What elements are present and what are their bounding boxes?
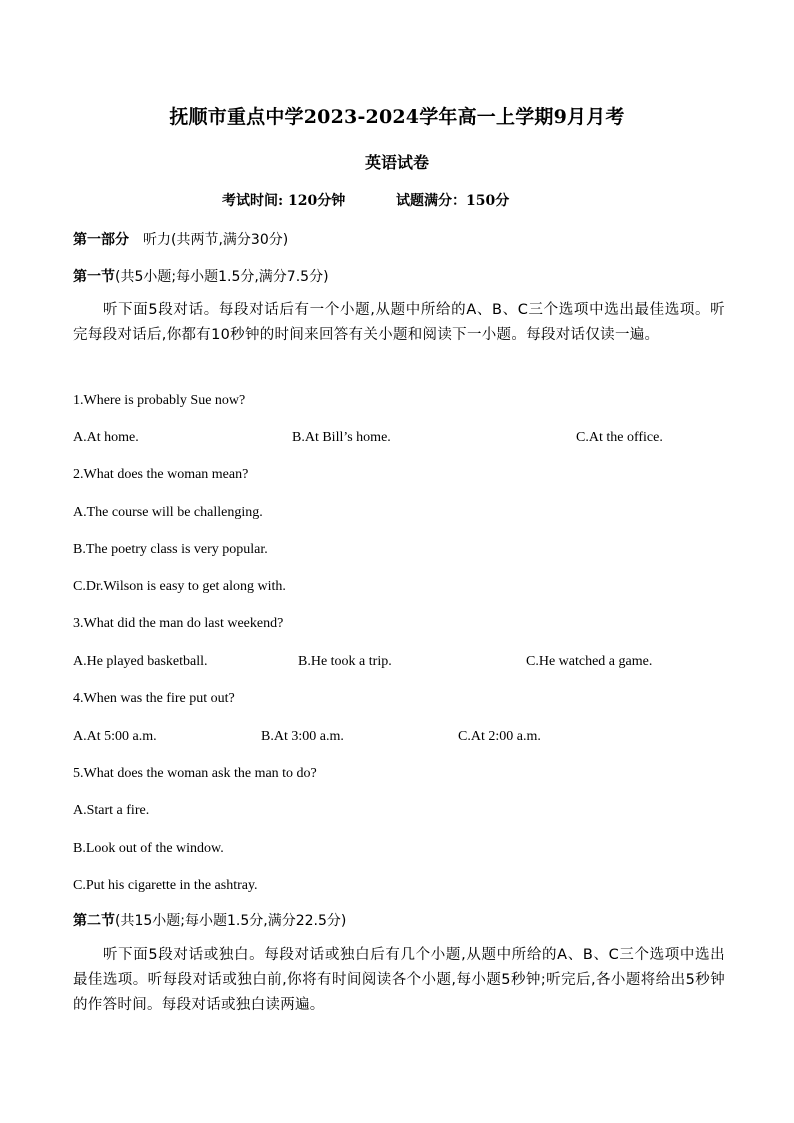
- section1-instructions: 听下面5段对话。每段对话后有一个小题,从题中所给的A、B、C三个选项中选出最佳选项。听完每段对话后,你都有10秒钟的时间来回答有关小题和阅读下一小题。每段对话仅读一遍。: [73, 302, 725, 343]
- question-1-option-c: C.At the office.: [576, 430, 663, 445]
- section2-heading: [73, 910, 346, 932]
- question-2-option-c: C.Dr.Wilson is easy to get along with.: [73, 579, 286, 594]
- question-2-stem: 2.What does the woman mean?: [73, 467, 249, 482]
- exam-time: 考试时间: 120分钟: [222, 193, 346, 209]
- question-3-option-a: A.He played basketball.: [73, 654, 208, 669]
- exam-subtitle: 英语试卷: [364, 153, 429, 172]
- part1-heading-label: 第一部分: [73, 232, 129, 248]
- section2-instructions: 听下面5段对话或独白。每段对话或独白后有几个小题,从题中所给的A、B、C三个选项中选出最佳选项。听每段对话或独白前,你将有时间阅读各个小题,每小题5秒钟;听完后,各小题将给出5秒钟的作答时间。每段对话或独白读两遍。: [73, 947, 725, 1013]
- question-4-option-b: B.At 3:00 a.m.: [261, 729, 344, 744]
- question-2-option-a: A.The course will be challenging.: [73, 505, 263, 520]
- section2-heading-detail: (共15小题;每小题1.5分,满分22.5分): [115, 913, 347, 929]
- question-3-stem: 3.What did the man do last weekend?: [73, 616, 284, 631]
- question-2-option-b: B.The poetry class is very popular.: [73, 542, 268, 557]
- part1-heading: [73, 229, 288, 251]
- question-1-option-b: B.At Bill’s home.: [292, 430, 391, 445]
- question-4-stem: 4.When was the fire put out?: [73, 691, 235, 706]
- question-1-stem: 1.Where is probably Sue now?: [73, 393, 246, 408]
- question-5-option-c: C.Put his cigarette in the ashtray.: [73, 878, 258, 893]
- question-3-option-c: C.He watched a game.: [526, 654, 653, 669]
- section1-heading: [73, 266, 329, 288]
- question-5-option-a: A.Start a fire.: [73, 803, 150, 818]
- question-4-option-c: C.At 2:00 a.m.: [458, 729, 541, 744]
- question-1-option-a: A.At home.: [73, 430, 139, 445]
- question-5-option-b: B.Look out of the window.: [73, 841, 224, 856]
- section1-heading-detail: (共5小题;每小题1.5分,满分7.5分): [115, 269, 329, 285]
- question-3-option-b: B.He took a trip.: [298, 654, 392, 669]
- section1-heading-label: 第一节: [73, 269, 115, 285]
- question-5-stem: 5.What does the woman ask the man to do?: [73, 766, 317, 781]
- exam-title: 抚顺市重点中学2023-2024学年高一上学期9月月考: [169, 106, 625, 128]
- part1-heading-detail: 听力(共两节,满分30分): [143, 232, 289, 248]
- section2-heading-label: 第二节: [73, 913, 115, 929]
- full-score: 试题满分：150分: [396, 193, 510, 209]
- question-4-option-a: A.At 5:00 a.m.: [73, 729, 157, 744]
